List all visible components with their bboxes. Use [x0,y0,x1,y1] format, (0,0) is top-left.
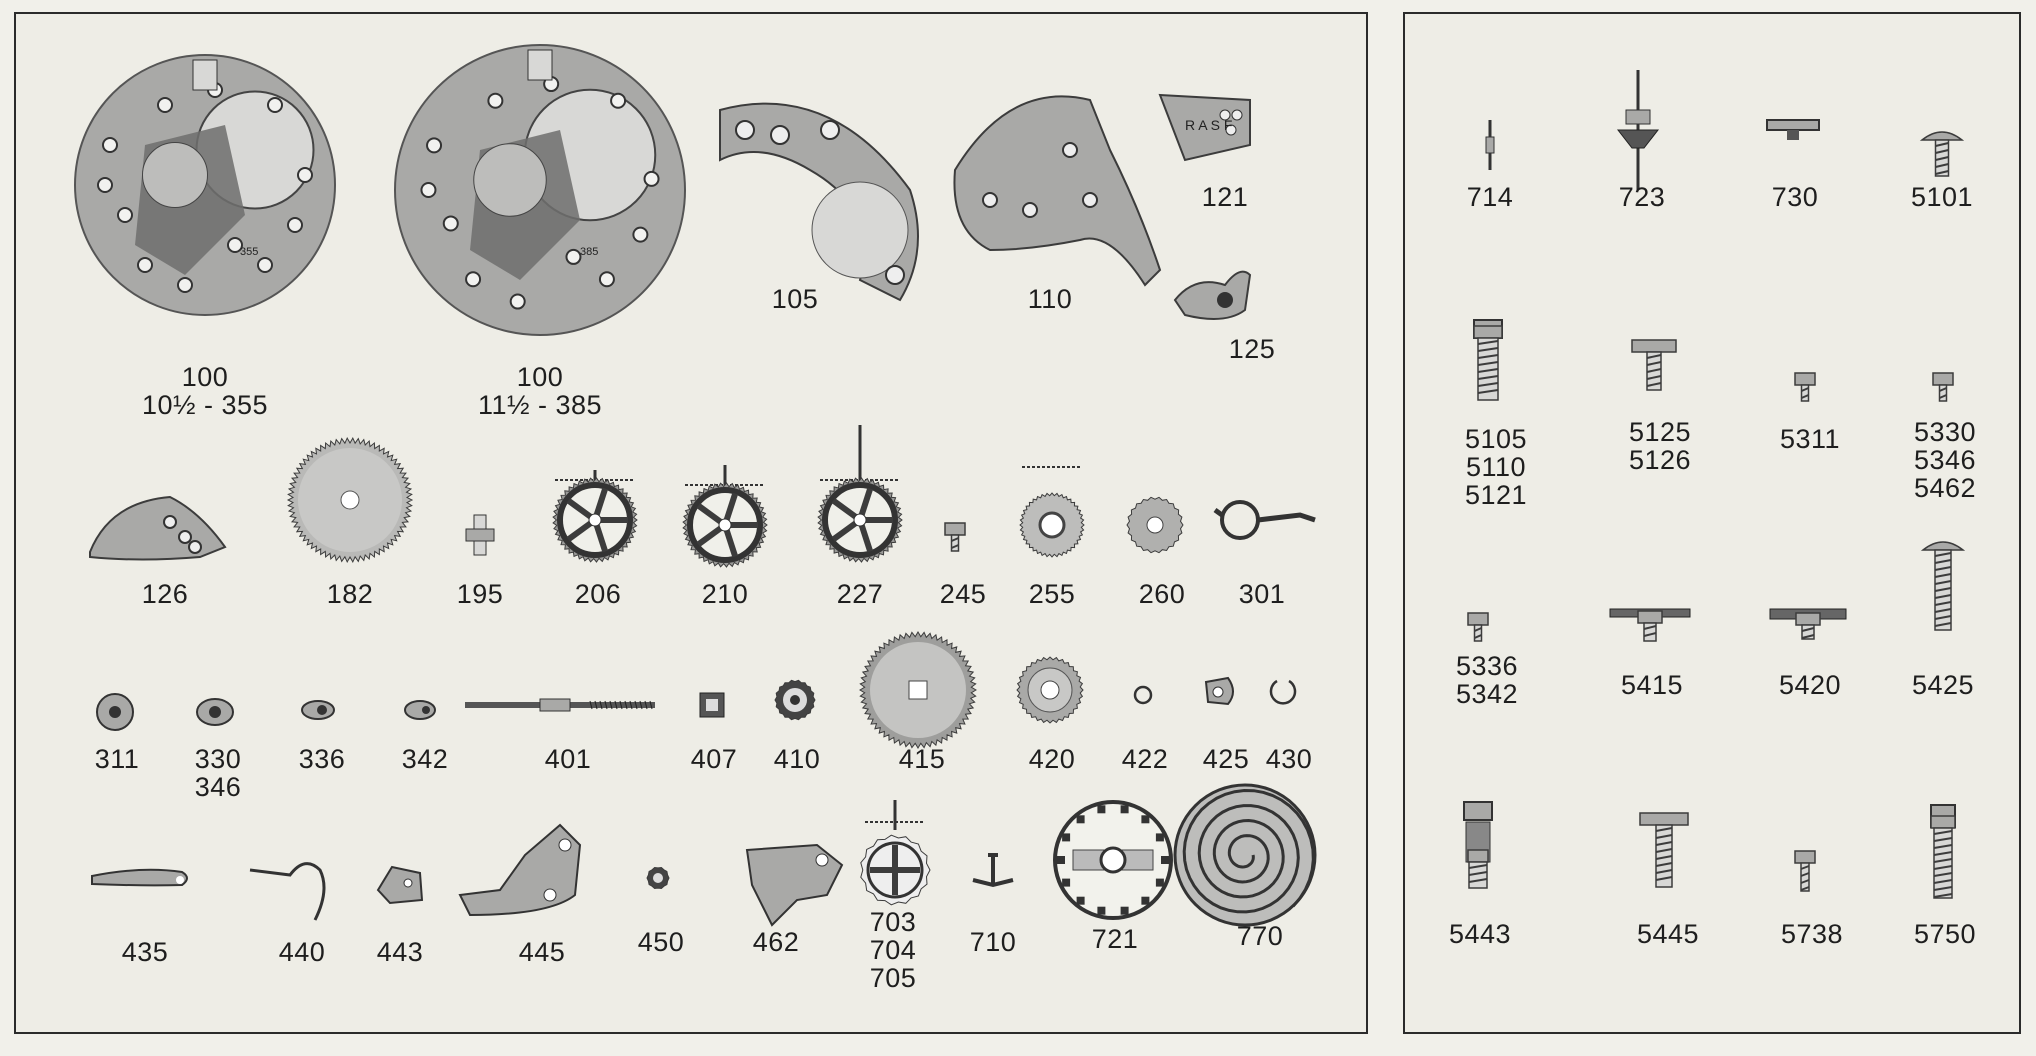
part-label-5415: 5415 [1620,670,1684,700]
part-label-105: 105 [771,284,819,314]
part-435-left-drawing [92,870,187,886]
part-336-left-drawing [302,701,334,719]
part-label-714: 714 [1466,182,1514,212]
part-label-301: 301 [1238,579,1286,609]
part-5445-right-drawing [1640,813,1688,887]
part-723-right-drawing [1618,70,1658,190]
part-703-left-drawing [861,800,930,905]
part-label-311: 311 [94,744,140,774]
part-462-left-drawing [747,845,842,925]
part-label-5420: 5420 [1778,670,1842,700]
part-label-110: 110 [1027,284,1073,314]
part-407-left-drawing [700,693,724,717]
part-label-5750: 5750 [1913,919,1977,949]
part-401-left-drawing [465,699,655,711]
part-422-left-drawing [1135,687,1151,703]
part-label-422: 422 [1121,744,1169,774]
part-sublabel-100: 10½ - 355 [141,390,269,420]
part-label-5101: 5101 [1910,182,1974,212]
part-5750-right-drawing [1931,805,1955,898]
part-label-5125: 5125 5126 [1628,417,1692,475]
part-5336-right-drawing [1468,613,1488,641]
part-420-left-drawing [1017,657,1083,723]
part-710-left-drawing [973,855,1013,885]
part-label-227: 227 [836,579,884,609]
part-5420-right-drawing [1770,609,1846,639]
part-label-5443: 5443 [1448,919,1512,949]
part-label-330: 330 346 [194,744,242,802]
part-100-left-drawing [395,45,685,335]
part-label-710: 710 [969,927,1017,957]
part-714-right-drawing [1486,120,1494,170]
part-5415-right-drawing [1610,609,1690,641]
part-label-5336: 5336 5342 [1455,651,1519,709]
part-5425-right-drawing [1923,542,1963,630]
part-label-435: 435 [121,937,169,967]
plate-stamp: 385 [580,246,599,258]
part-label-703: 703 704 705 [869,907,917,993]
part-label-430: 430 [1265,744,1313,774]
part-label-462: 462 [752,927,800,957]
part-5443-right-drawing [1464,802,1492,888]
part-5311-right-drawing [1795,373,1815,401]
part-label-450: 450 [637,927,685,957]
part-443-left-drawing [378,867,422,903]
part-210-left-drawing [683,465,767,567]
part-206-left-drawing [553,470,637,562]
part-label-5425: 5425 [1911,670,1975,700]
part-label-260: 260 [1138,579,1186,609]
part-5105-right-drawing [1474,320,1502,400]
part-5101-right-drawing [1922,132,1962,176]
part-label-255: 255 [1028,579,1076,609]
part-label-440: 440 [278,937,326,967]
part-label-336: 336 [298,744,346,774]
part-105-left-drawing [720,104,918,300]
part-label-182: 182 [326,579,374,609]
part-195-left-drawing [466,515,494,555]
part-label-245: 245 [939,579,987,609]
part-label-206: 206 [574,579,622,609]
part-450-left-drawing [647,868,669,889]
part-227-left-drawing [818,425,902,562]
part-label-770: 770 [1236,921,1284,951]
part-5738-right-drawing [1795,851,1815,891]
part-425-left-drawing [1206,678,1233,704]
part-label-210: 210 [701,579,749,609]
part-5125-right-drawing [1632,340,1676,390]
part-label-730: 730 [1771,182,1819,212]
part-110-left-drawing [954,96,1160,285]
part-label-401: 401 [544,744,592,774]
part-label-425: 425 [1202,744,1250,774]
part-410-left-drawing [775,680,815,719]
part-125-left-drawing [1175,272,1250,319]
part-445-left-drawing [460,825,580,915]
part-255-left-drawing [1020,467,1084,557]
part-label-125: 125 [1228,334,1276,364]
part-label-342: 342 [401,744,449,774]
part-label-5311: 5311 [1779,424,1841,454]
part-label-5738: 5738 [1780,919,1844,949]
regulator-engraving: R A S F [1185,117,1233,133]
part-330-left-drawing [197,699,233,725]
part-770-left-drawing [1175,785,1315,925]
part-label-445: 445 [518,937,566,967]
part-415-left-drawing [860,632,976,748]
part-126-left-drawing [90,497,225,560]
part-label-420: 420 [1028,744,1076,774]
part-100-left-drawing [75,55,335,315]
part-440-left-drawing [250,864,324,920]
part-label-126: 126 [141,579,189,609]
part-430-left-drawing [1271,681,1295,703]
part-label-410: 410 [773,744,821,774]
part-182-left-drawing [288,438,412,562]
part-260-left-drawing [1127,497,1183,552]
part-label-443: 443 [376,937,424,967]
plate-stamp: 355 [240,246,259,258]
part-730-right-drawing [1767,120,1819,140]
part-label-100: 100 [516,362,564,392]
part-301-left-drawing [1215,502,1315,538]
part-label-723: 723 [1618,182,1666,212]
part-label-100: 100 [181,362,229,392]
part-label-5330: 5330 5346 5462 [1913,417,1977,503]
part-721-left-drawing [1055,802,1171,918]
part-label-5105: 5105 5110 5121 [1464,424,1528,510]
part-245-left-drawing [945,523,965,551]
part-342-left-drawing [405,701,435,719]
part-311-left-drawing [97,694,133,730]
part-label-415: 415 [898,744,946,774]
part-label-121: 121 [1201,182,1249,212]
part-label-721: 721 [1091,924,1139,954]
part-5330-right-drawing [1933,373,1953,401]
part-label-195: 195 [456,579,504,609]
part-label-5445: 5445 [1636,919,1700,949]
part-sublabel-100: 11½ - 385 [477,390,603,420]
part-label-407: 407 [690,744,738,774]
